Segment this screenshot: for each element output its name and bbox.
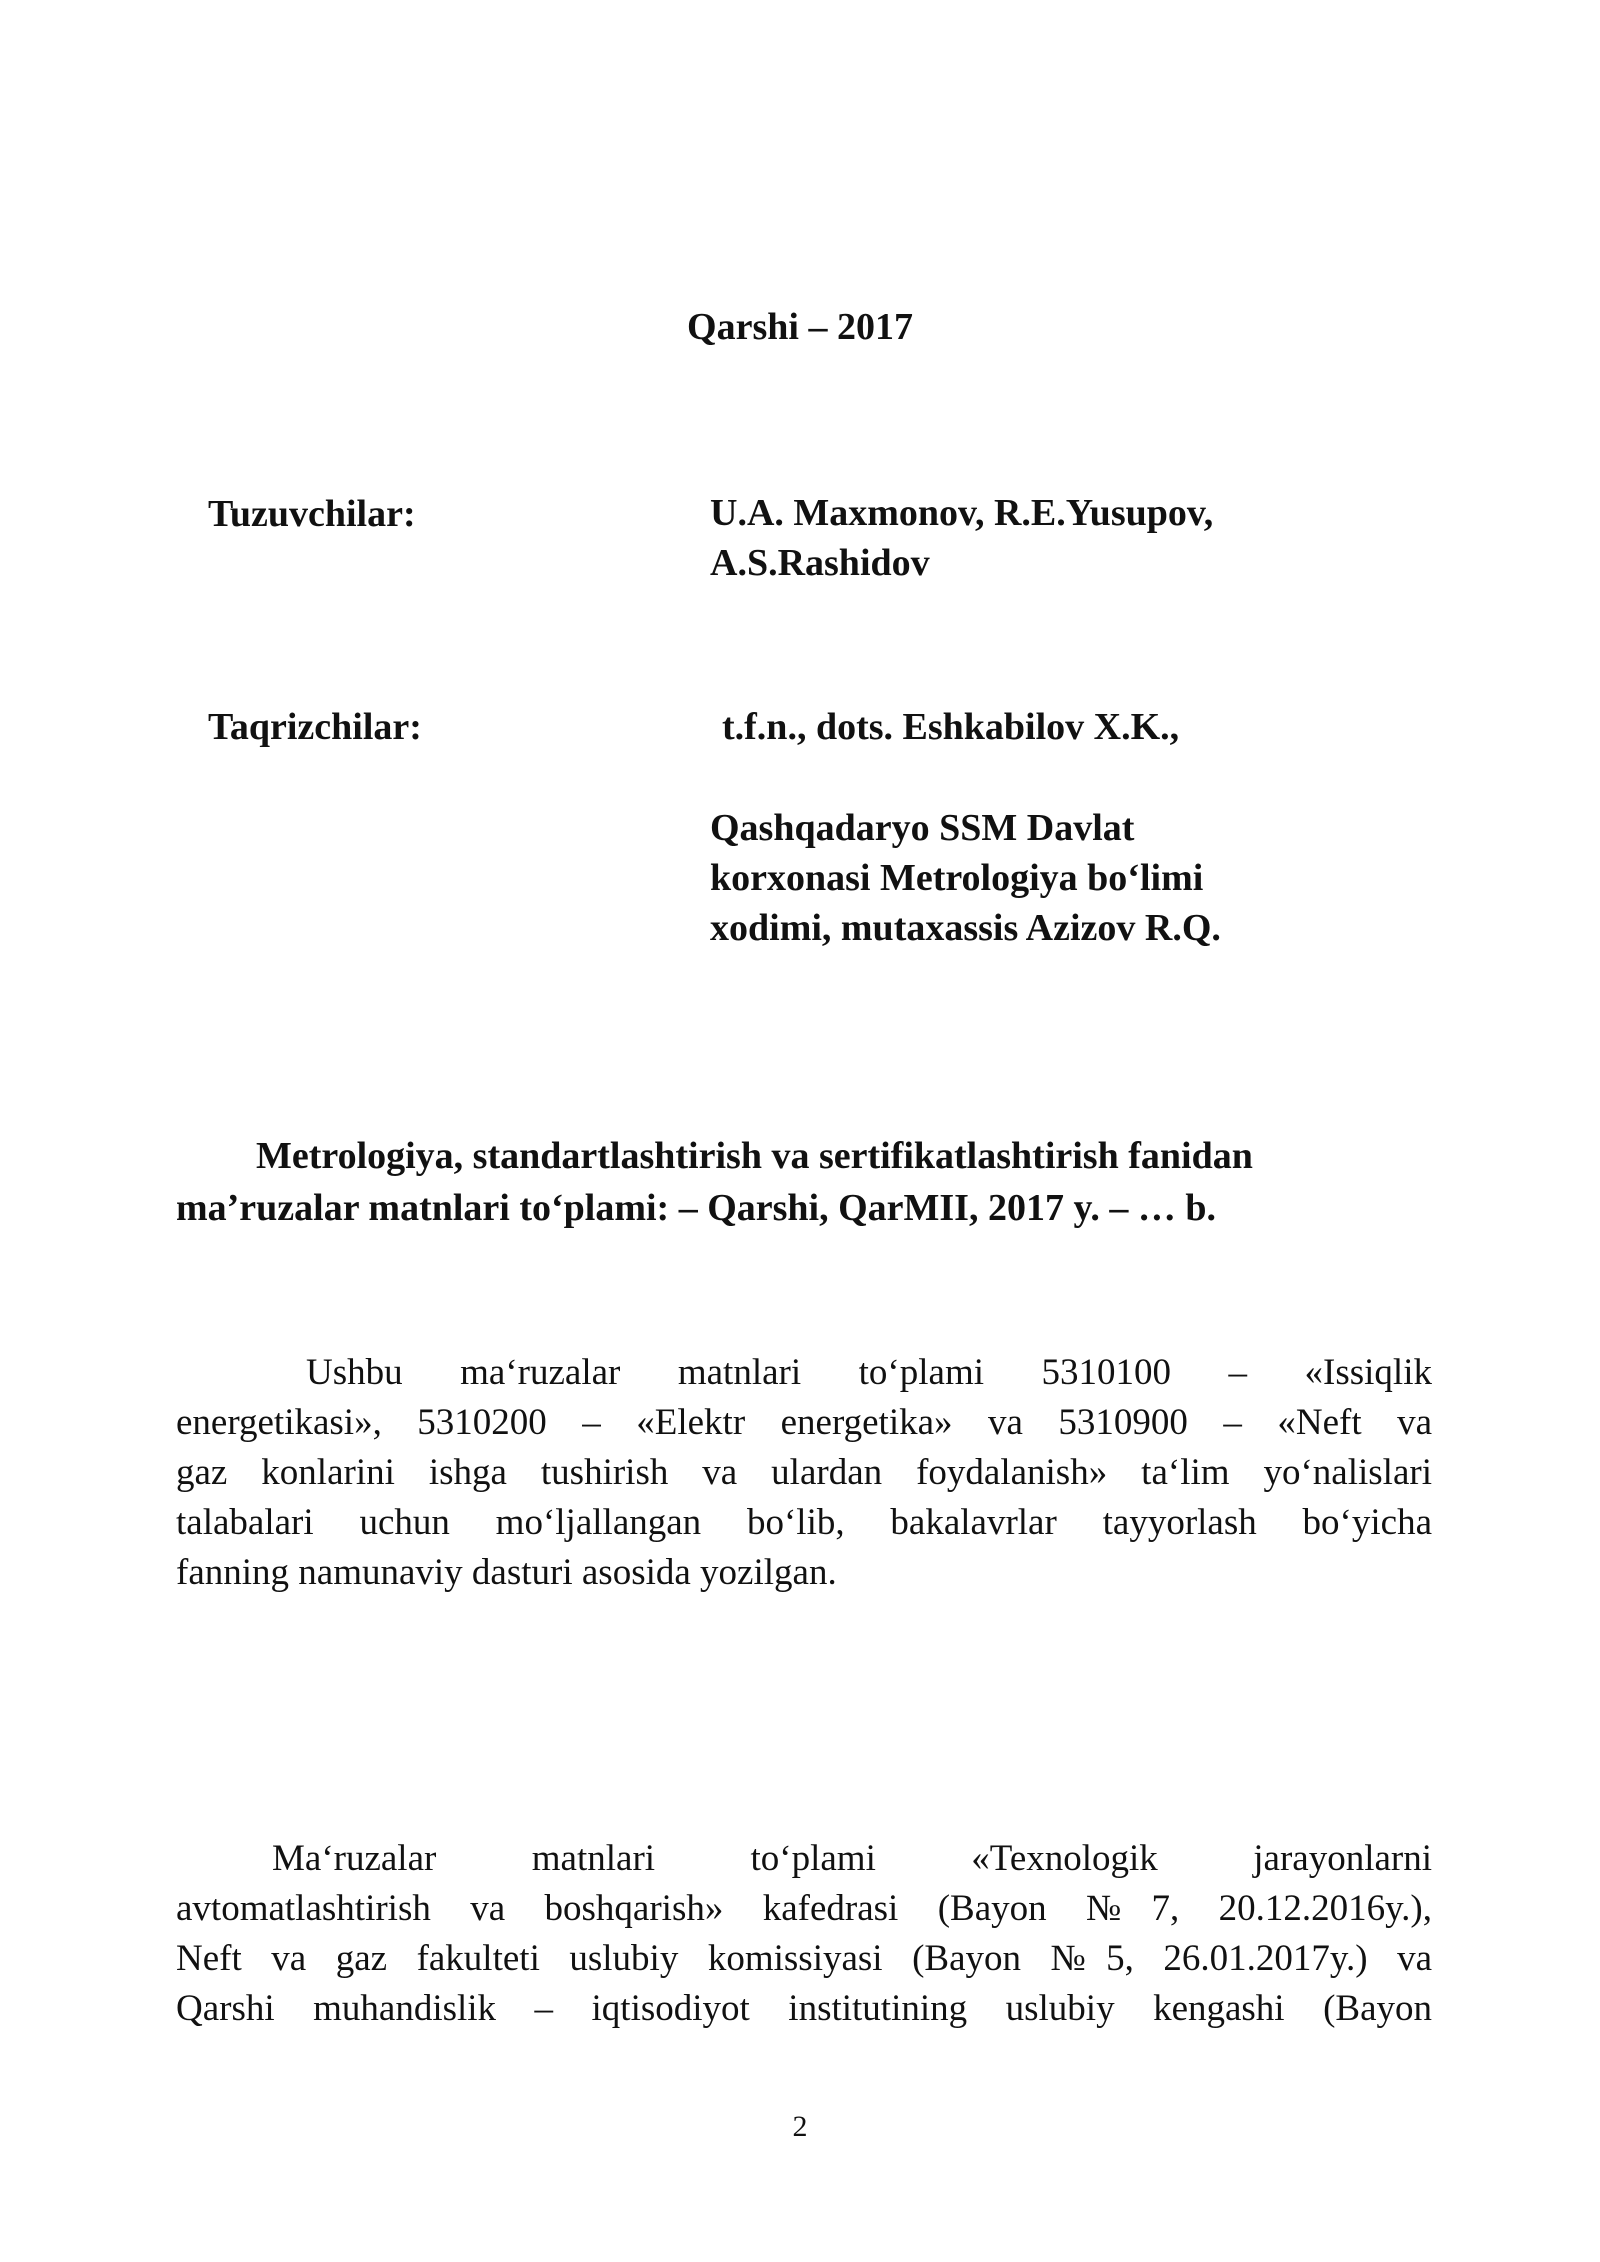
paragraph-line: Ushbu ma‘ruzalar matnlari to‘plami 5310100 – «Issiqlik [306, 1352, 1432, 1393]
paragraph-line: energetikasi», 5310200 – «Elektr energetika» va 5310900 – «Neft va [176, 1402, 1432, 1443]
approval-paragraph [176, 1834, 1432, 2034]
paragraph-line: Neft va gaz fakulteti uslubiy komissiyasi (Bayon №5, 26.01.2017y.) va [176, 1938, 1432, 1979]
paragraph-line: Ma‘ruzalar matnlari to‘plami «Texnologik jarayonlarni [272, 1838, 1432, 1879]
reviewers-label: Taqrizchilar: [208, 706, 422, 748]
bibliographic-citation [176, 1130, 1428, 1234]
city-year-heading: Qarshi – 2017 [687, 306, 913, 348]
description-paragraph [176, 1348, 1432, 1598]
page-number: 2 [792, 2110, 808, 2143]
authors-line-2: A.S.Rashidov [710, 542, 930, 584]
reviewer-2-line-3: xodimi, mutaxassis Azizov R.Q. [710, 907, 1221, 949]
paragraph-line: fanning namunaviy dasturi asosida yozilgan. [176, 1552, 837, 1593]
authors-names [710, 488, 1213, 588]
authors-line-1: U.A. Maxmonov, R.E.Yusupov, [710, 492, 1214, 534]
paragraph-line: gaz konlarini ishga tushirish va ulardan foydalanish» ta‘lim yo‘nalislari [176, 1452, 1432, 1493]
reviewer-2-line-1: Qashqadaryo SSM Davlat [710, 807, 1135, 849]
citation-line-1: Metrologiya, standartlashtirish va sertifikatlashtirish fanidan [256, 1135, 1253, 1177]
paragraph-line: talabalari uchun mo‘ljallangan bo‘lib, bakalavrlar tayyorlash bo‘yicha [176, 1502, 1432, 1543]
paragraph-line: Qarshi muhandislik – iqtisodiyot institutining uslubiy kengashi (Bayon [176, 1988, 1432, 2029]
reviewer-2 [710, 803, 1221, 953]
paragraph-line: avtomatlashtirish va boshqarish» kafedrasi (Bayon №7, 20.12.2016y.), [176, 1888, 1432, 1929]
reviewer-1: t.f.n., dots. Eshkabilov X.K., [722, 706, 1180, 748]
reviewer-2-line-2: korxonasi Metrologiya bo‘limi [710, 857, 1204, 899]
authors-label: Tuzuvchilar: [208, 493, 416, 535]
citation-line-2: ma’ruzalar matnlari to‘plami: – Qarshi, QarMII, 2017 y. – … b. [176, 1187, 1217, 1229]
